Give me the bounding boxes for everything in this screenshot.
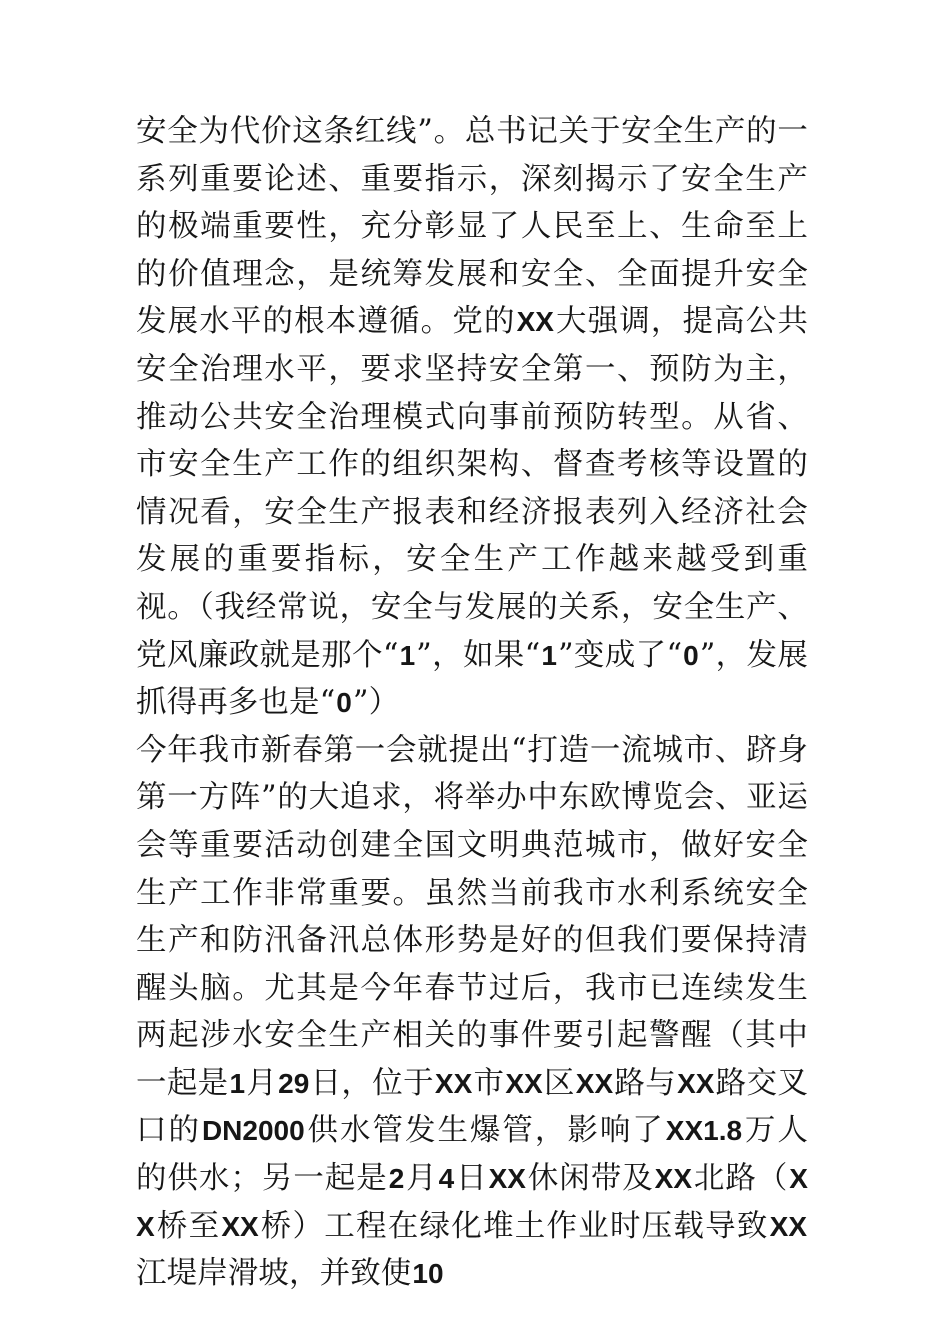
redacted-token: XX xyxy=(488,1163,526,1195)
redacted-token: XX xyxy=(516,306,554,338)
redacted-token: XX xyxy=(654,1163,693,1195)
numeral-zero: 0 xyxy=(683,639,699,671)
date-month: 1 xyxy=(229,1067,246,1099)
redacted-token: XX xyxy=(769,1210,807,1242)
redacted-token: XX xyxy=(677,1067,715,1099)
count-value: 10 xyxy=(412,1258,444,1290)
affected-population: XX1.8 xyxy=(665,1115,743,1147)
paragraph-1: 安全为代价这条红线”。总书记关于安全生产的一系列重要论述、重要指示，深刻揭示了安全生产的极端重要性，充分彰显了人民至上、生命至上的价值理念，是统筹发展和安全、全面提升安全发展水平的根本遵循。党的XX大强调，提高公共安全治理水平，要求坚持安全第一、预防为主，推动公共安全治理模式向事前预防转型。从省、市安全生产工作的组织架构、督查考核等设置的情况看，安全生产报表和经济报表列入经济社会发展的重要指标，安全生产工作越来越受到重视。（我经常说，安全与发展的关系，安全生产、党风廉政就是那个“1”，如果“1”变成了“0”，发展抓得再多也是“0”） xyxy=(136,114,808,721)
date-day: 4 xyxy=(438,1163,455,1195)
numeral-zero: 0 xyxy=(336,687,352,719)
redacted-token: XX xyxy=(575,1067,614,1099)
date-day: 29 xyxy=(278,1067,310,1099)
redacted-token: XX xyxy=(505,1067,543,1099)
date-month: 2 xyxy=(388,1163,405,1195)
redacted-token: XX xyxy=(434,1067,473,1099)
paragraph-2: 今年我市新春第一会就提出“打造一流城市、跻身第一方阵”的大追求，将举办中东欧博览会、亚运会等重要活动创建全国文明典范城市，做好安全生产工作非常重要。虽然当前我市水利系统安全生产和防汛备汛总体形势是好的但我们要保持清醒头脑。尤其是今年春节过后，我市已连续发生两起涉水安全生产相关的事件要引起警醒（其中一起是1月29日，位于XX市XX区XX路与XX路交叉口的DN2000供水管发生爆管，影响了XX1.8万人的供水；另一起是2月4日XX休闲带及XX北路（XX桥至XX桥）工程在绿化堆土作业时压载导致XX江堤岸滑坡，并致使10 xyxy=(136,732,808,1292)
redacted-token: XX xyxy=(136,1163,808,1242)
numeral-one: 1 xyxy=(399,639,416,671)
pipe-spec: DN2000 xyxy=(201,1115,305,1147)
numeral-one: 1 xyxy=(541,639,557,671)
redacted-token: XX xyxy=(221,1210,259,1242)
document-text-body xyxy=(136,108,808,1298)
